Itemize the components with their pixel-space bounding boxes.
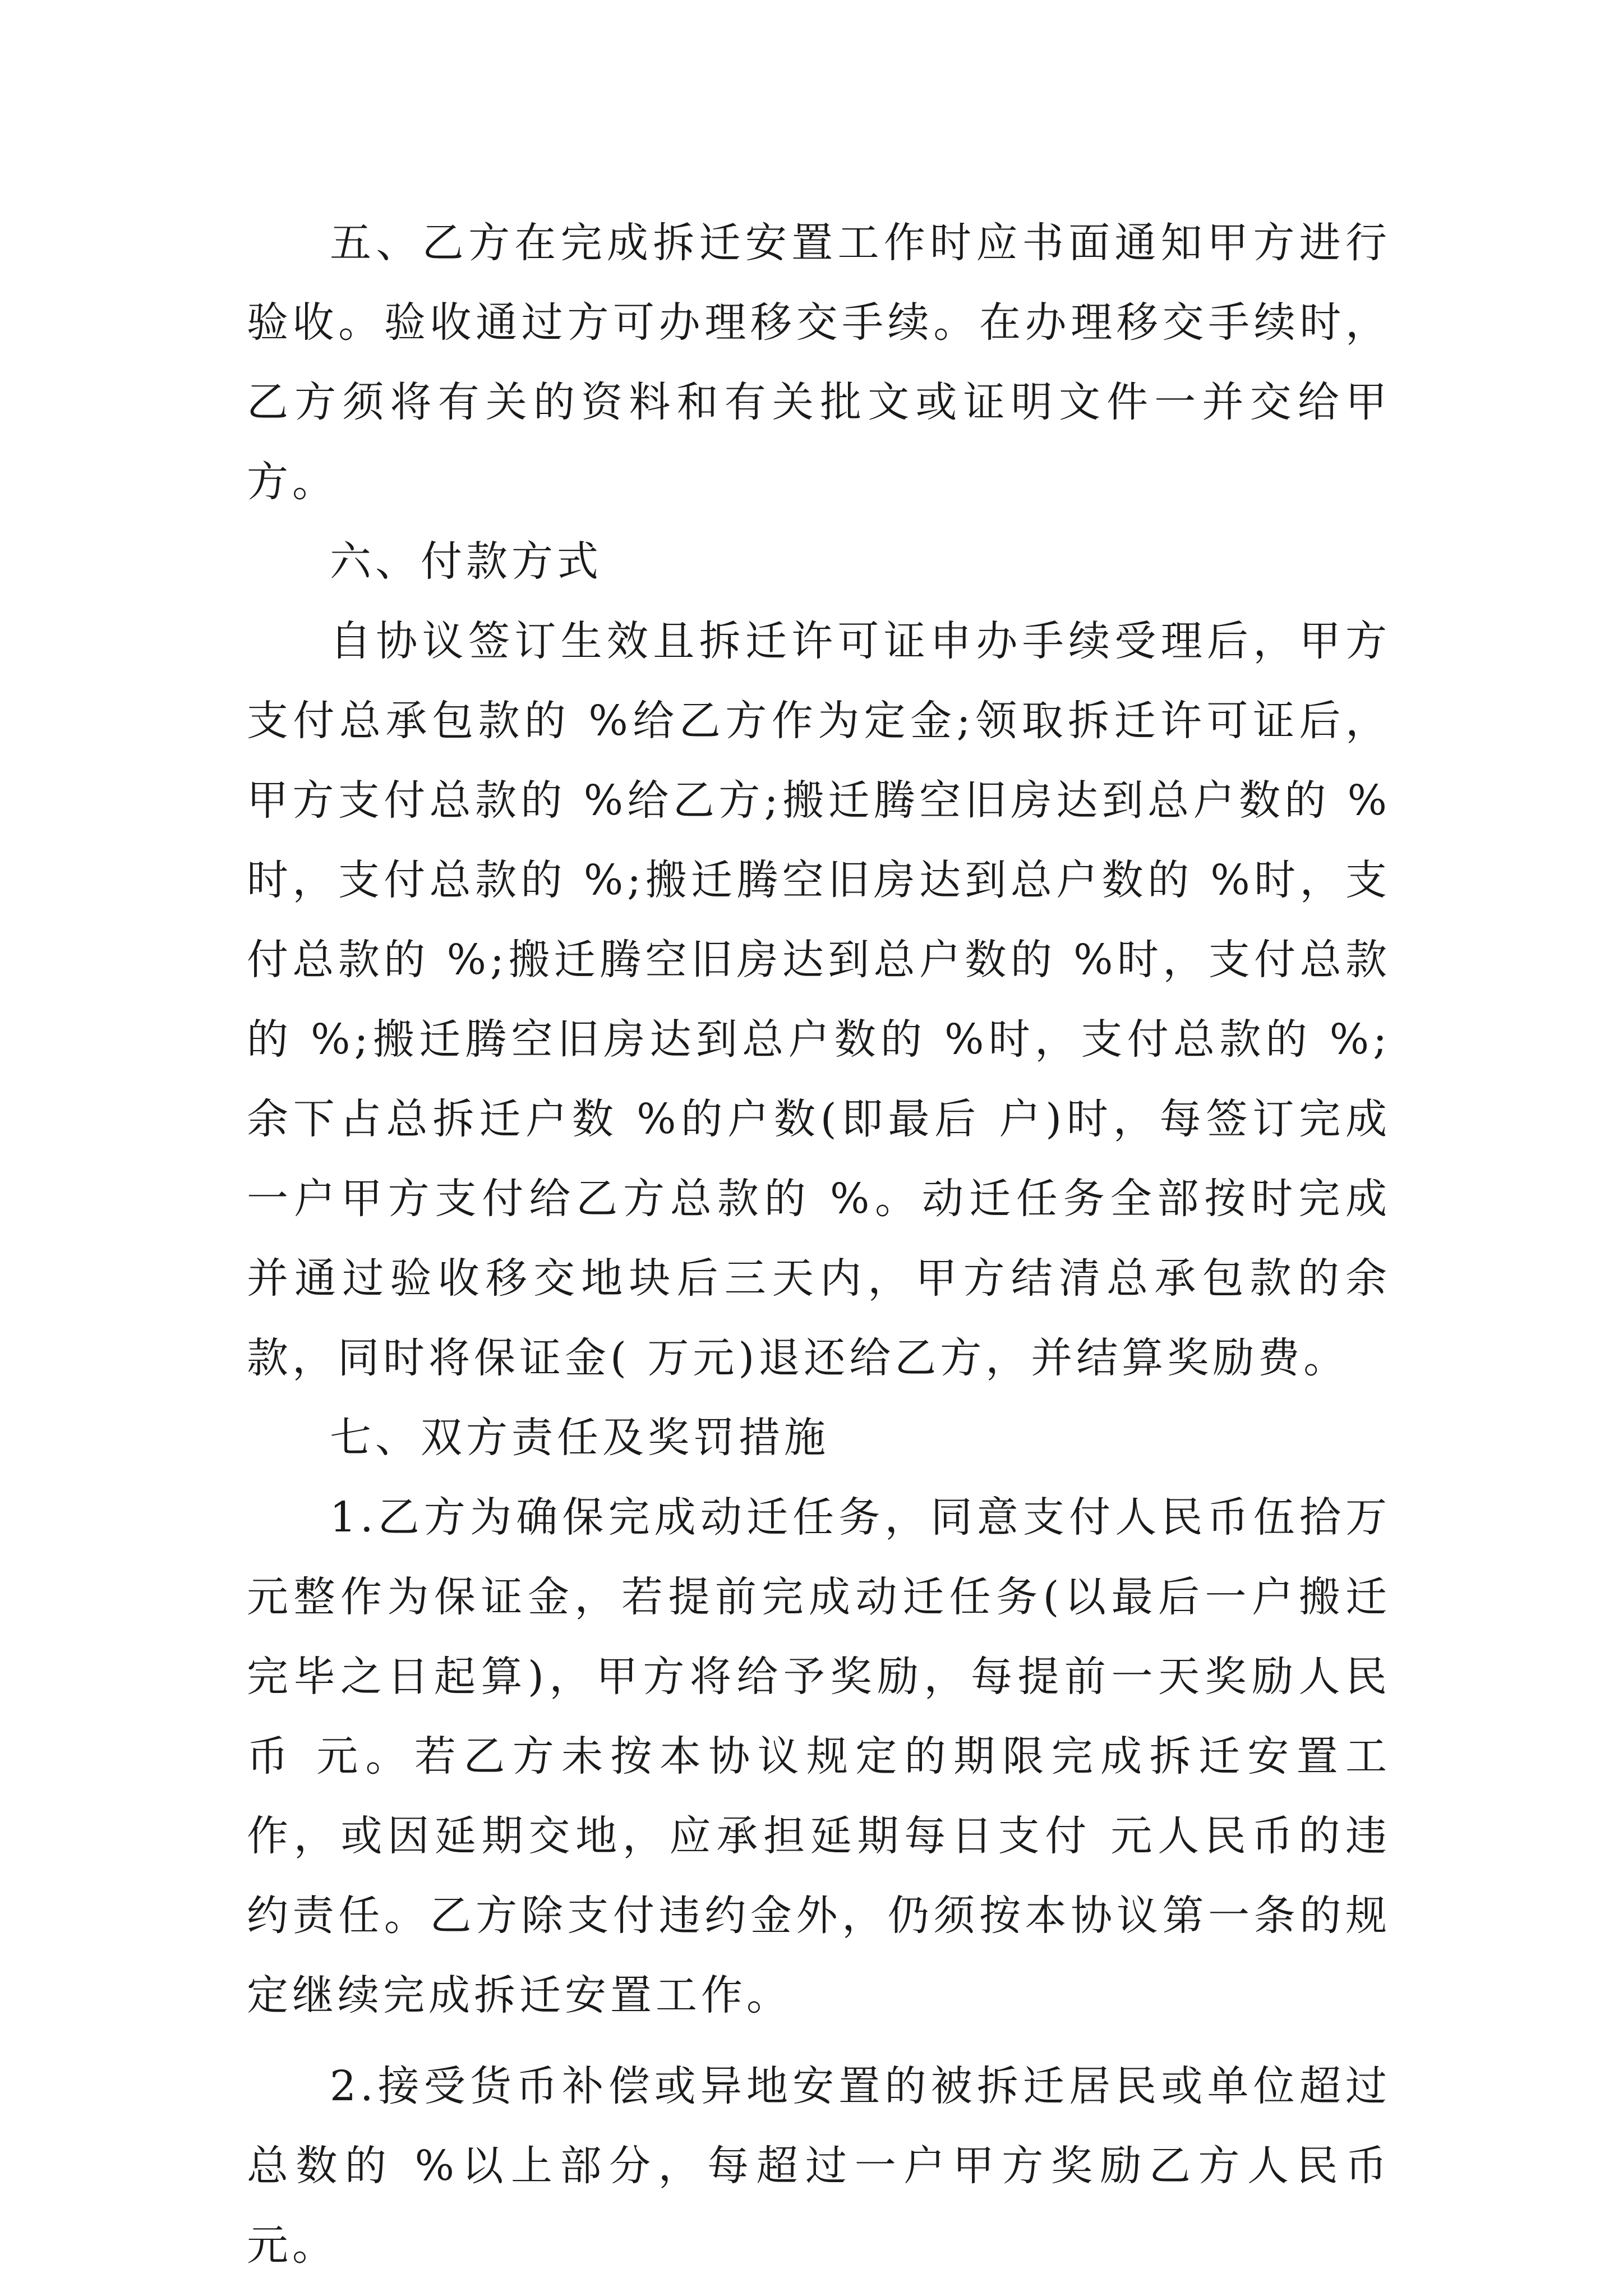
paragraph-payment-terms: 自协议签订生效且拆迁许可证申办手续受理后，甲方支付总承包款的 %给乙方作为定金;领取拆迁许可证后，甲方支付总款的 %给乙方;搬迁腾空旧房达到总户数的 %时，支付总款的 %;搬迁腾空旧房达到总户数的 %时，支付总款的 %;搬迁腾空旧房达到总户数的 %时，支付总款的 %;搬迁腾空旧房达到总户数的 %时，支付总款的 %;余下占总拆迁户数 %的户数(即最后 户)时，每签订完成一户甲方支付给乙方总款的 %。动迁任务全部按时完成并通过验收移交地块后三天内，甲方结清总承包款的余款，同时将保证金( 万元)退还给乙方，并结算奖励费。 (247, 617, 1391, 1382)
paragraph-clause-1: 1.乙方为确保完成动迁任务，同意支付人民币伍拾万元整作为保证金，若提前完成动迁任务(以最后一户搬迁完毕之日起算)，甲方将给予奖励，每提前一天奖励人民币 元。若乙方未按本协议规定的期限完成拆迁安置工作，或因延期交地，应承担延期每日支付 元人民币的违约责任。乙方除支付违约金外，仍须按本协议第一条的规定继续完成拆迁安置工作。 (247, 1493, 1391, 2019)
paragraph-clause-2: 2.接受货币补偿或异地安置的被拆迁居民或单位超过总数的 %以上部分，每超过一户甲方奖励乙方人民币 元。 (247, 2062, 1391, 2270)
heading-payment-method: 六、付款方式 (330, 537, 602, 586)
paragraph-acceptance: 五、乙方在完成拆迁安置工作时应书面通知甲方进行验收。验收通过方可办理移交手续。在办理移交手续时，乙方须将有关的资料和有关批文或证明文件一并交给甲方。 (247, 219, 1391, 506)
document-body (247, 203, 1391, 2285)
heading-responsibilities: 七、双方责任及奖罚措施 (330, 1414, 829, 1462)
